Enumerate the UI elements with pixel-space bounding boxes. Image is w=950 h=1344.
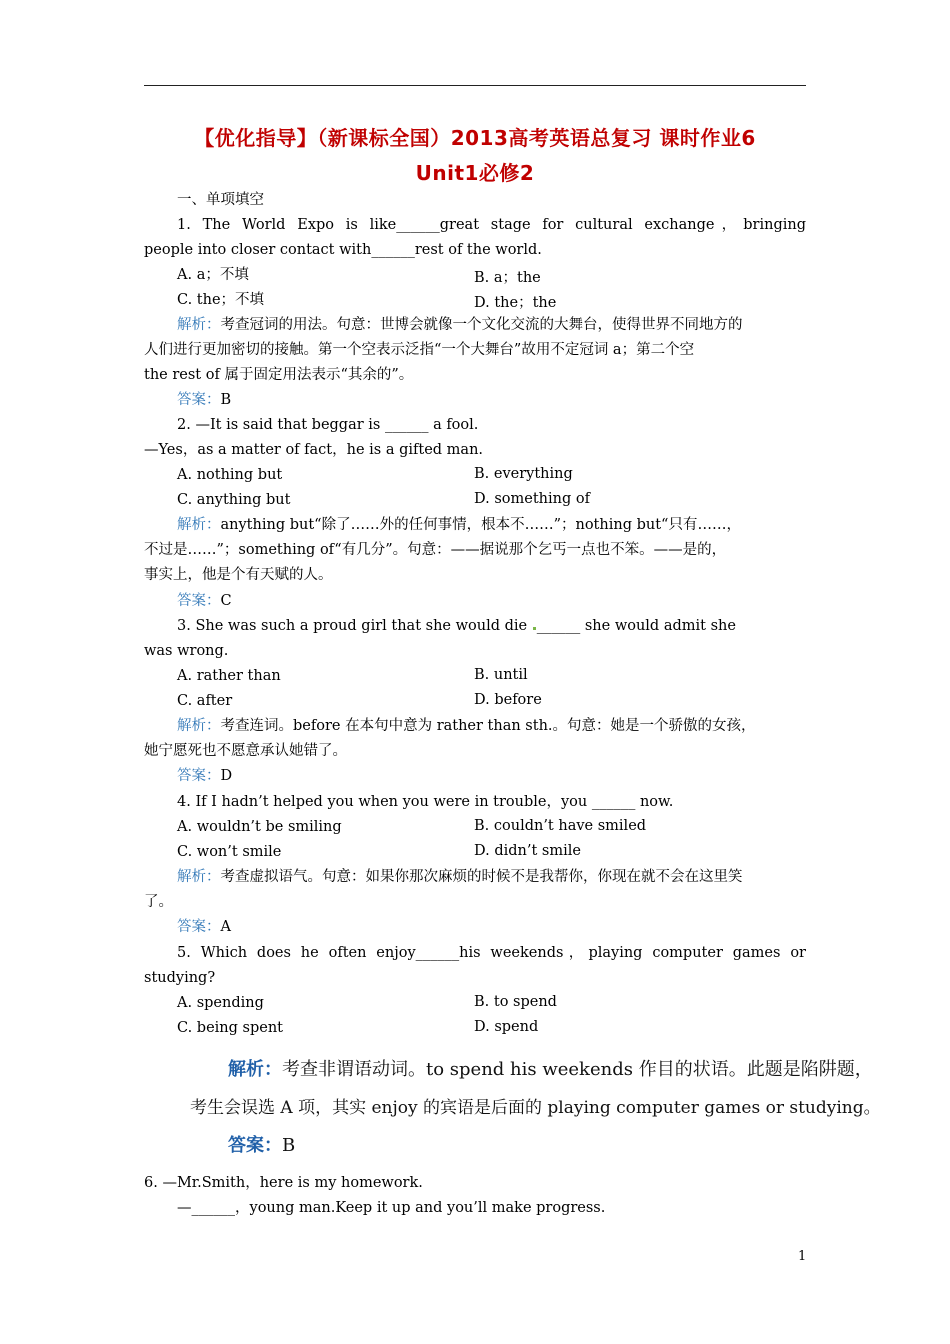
q2-option-a: A. nothing but	[177, 467, 283, 483]
q6-stem-line1: 6. —Mr.Smith，here is my homework.	[144, 1175, 423, 1191]
q3-analysis-line1	[177, 717, 806, 735]
green-dot-mark	[533, 627, 536, 630]
q3-analysis-line2: 她宁愿死也不愿意承认她错了。	[144, 743, 347, 759]
q2-answer-value: C	[220, 593, 232, 609]
q1-stem-line1: 1. The World Expo is like______great stage for cultural exchange，bringing	[177, 217, 806, 233]
q1-analysis-line1	[177, 316, 806, 334]
q5-answer	[228, 1134, 528, 1158]
q4-answer	[177, 918, 806, 936]
q1-answer-value: B	[220, 392, 232, 408]
q4-option-a: A. wouldn’t be smiling	[177, 819, 342, 835]
q2-analysis-line3: 事实上，他是个有天赋的人。	[144, 567, 333, 583]
q5-stem-line2: studying?	[144, 970, 216, 986]
q2-answer	[177, 592, 806, 610]
analysis-label: 解析：	[177, 317, 221, 333]
analysis-label: 解析：	[177, 869, 221, 885]
q3-stem-line2: was wrong.	[144, 643, 229, 659]
answer-label: 答案：	[177, 768, 221, 784]
q4-analysis-text1: 考查虚拟语气。句意：如果你那次麻烦的时候不是我帮你，你现在就不会在这里笑	[220, 869, 743, 885]
q5-option-a: A. spending	[177, 995, 264, 1011]
analysis-label: 解析：	[177, 718, 221, 734]
header-rule	[144, 85, 806, 86]
document-title-line2: Unit1必修2	[415, 161, 535, 185]
page-number: 1	[798, 1249, 807, 1264]
q3-option-d: D. before	[474, 692, 542, 708]
q5-analysis-line2: 考生会误选 A 项，其实 enjoy 的宾语是后面的 playing computer games or studying。	[190, 1098, 881, 1118]
section-heading: 一、单项填空	[177, 192, 264, 208]
q3-analysis-text1: 考查连词。before 在本句中意为 rather than sth.。句意：她是一个骄傲的女孩，	[220, 718, 756, 734]
answer-label: 答案：	[228, 1135, 282, 1156]
q2-analysis-line2: 不过是……”；something of“有几分”。句意：——据说那个乞丐一点也不笨。——是的，	[144, 542, 727, 558]
q3-stem-part2: ______ she would admit she	[536, 618, 736, 634]
q4-option-b: B. couldn’t have smiled	[474, 818, 647, 834]
q1-option-a: A. a；不填	[177, 267, 249, 283]
q2-option-d: D. something of	[474, 491, 590, 507]
analysis-label: 解析：	[177, 517, 221, 533]
q2-analysis-text1: anything but“除了……外的任何事情，根本不……”；nothing but“只有……，	[220, 517, 741, 533]
q3-option-c: C. after	[177, 693, 233, 709]
q1-stem-line2: people into closer contact with______rest of the world.	[144, 242, 542, 258]
q5-stem-line1: 5. Which does he often enjoy______his weekends，playing computer games or	[177, 945, 806, 961]
q6-stem-line2: —______，young man.Keep it up and you’ll make progress.	[177, 1200, 606, 1216]
q2-analysis-line1	[177, 516, 806, 534]
q5-answer-value: B	[282, 1135, 296, 1156]
q3-option-b: B. until	[474, 667, 528, 683]
analysis-label: 解析：	[228, 1059, 282, 1080]
q1-answer	[177, 391, 806, 409]
q1-option-b: B. a；the	[474, 270, 541, 286]
q3-answer-value: D	[220, 768, 233, 784]
q3-option-a: A. rather than	[177, 668, 281, 684]
q5-analysis-line1	[228, 1058, 873, 1082]
q1-analysis-line3: the rest of 属于固定用法表示“其余的”。	[144, 367, 414, 383]
q1-option-c: C. the；不填	[177, 292, 265, 308]
q3-stem-part1: 3. She was such a proud girl that she would die	[177, 618, 532, 634]
answer-label: 答案：	[177, 593, 221, 609]
q2-option-c: C. anything but	[177, 492, 291, 508]
q2-option-b: B. everything	[474, 466, 573, 482]
q5-analysis-text1: 考查非谓语动词。to spend his weekends 作目的状语。此题是陷阱题，	[282, 1059, 873, 1080]
q4-analysis-line1	[177, 868, 806, 886]
q1-analysis-text1: 考查冠词的用法。句意：世博会就像一个文化交流的大舞台，使得世界不同地方的	[220, 317, 743, 333]
q2-stem-line2: —Yes，as a matter of fact，he is a gifted man.	[144, 442, 484, 458]
q3-answer	[177, 767, 806, 785]
document-title-line1: 【优化指导】（新课标全国）2013高考英语总复习 课时作业6	[194, 126, 756, 150]
q2-stem-line1: 2. —It is said that beggar is ______ a fool.	[177, 417, 479, 433]
q4-answer-value: A	[220, 919, 231, 935]
q5-option-b: B. to spend	[474, 994, 557, 1010]
q1-analysis-line2: 人们进行更加密切的接触。第一个空表示泛指“一个大舞台”故用不定冠词 a；第二个空	[144, 342, 695, 358]
answer-label: 答案：	[177, 392, 221, 408]
q4-option-c: C. won’t smile	[177, 844, 282, 860]
q5-option-d: D. spend	[474, 1019, 539, 1035]
q3-stem-line1	[177, 617, 806, 635]
q4-analysis-line2: 了。	[144, 894, 173, 910]
q4-stem-line1: 4. If I hadn’t helped you when you were in trouble，you ______ now.	[177, 794, 674, 810]
q5-option-c: C. being spent	[177, 1020, 283, 1036]
answer-label: 答案：	[177, 919, 221, 935]
q1-option-d: D. the；the	[474, 295, 557, 311]
q4-option-d: D. didn’t smile	[474, 843, 581, 859]
